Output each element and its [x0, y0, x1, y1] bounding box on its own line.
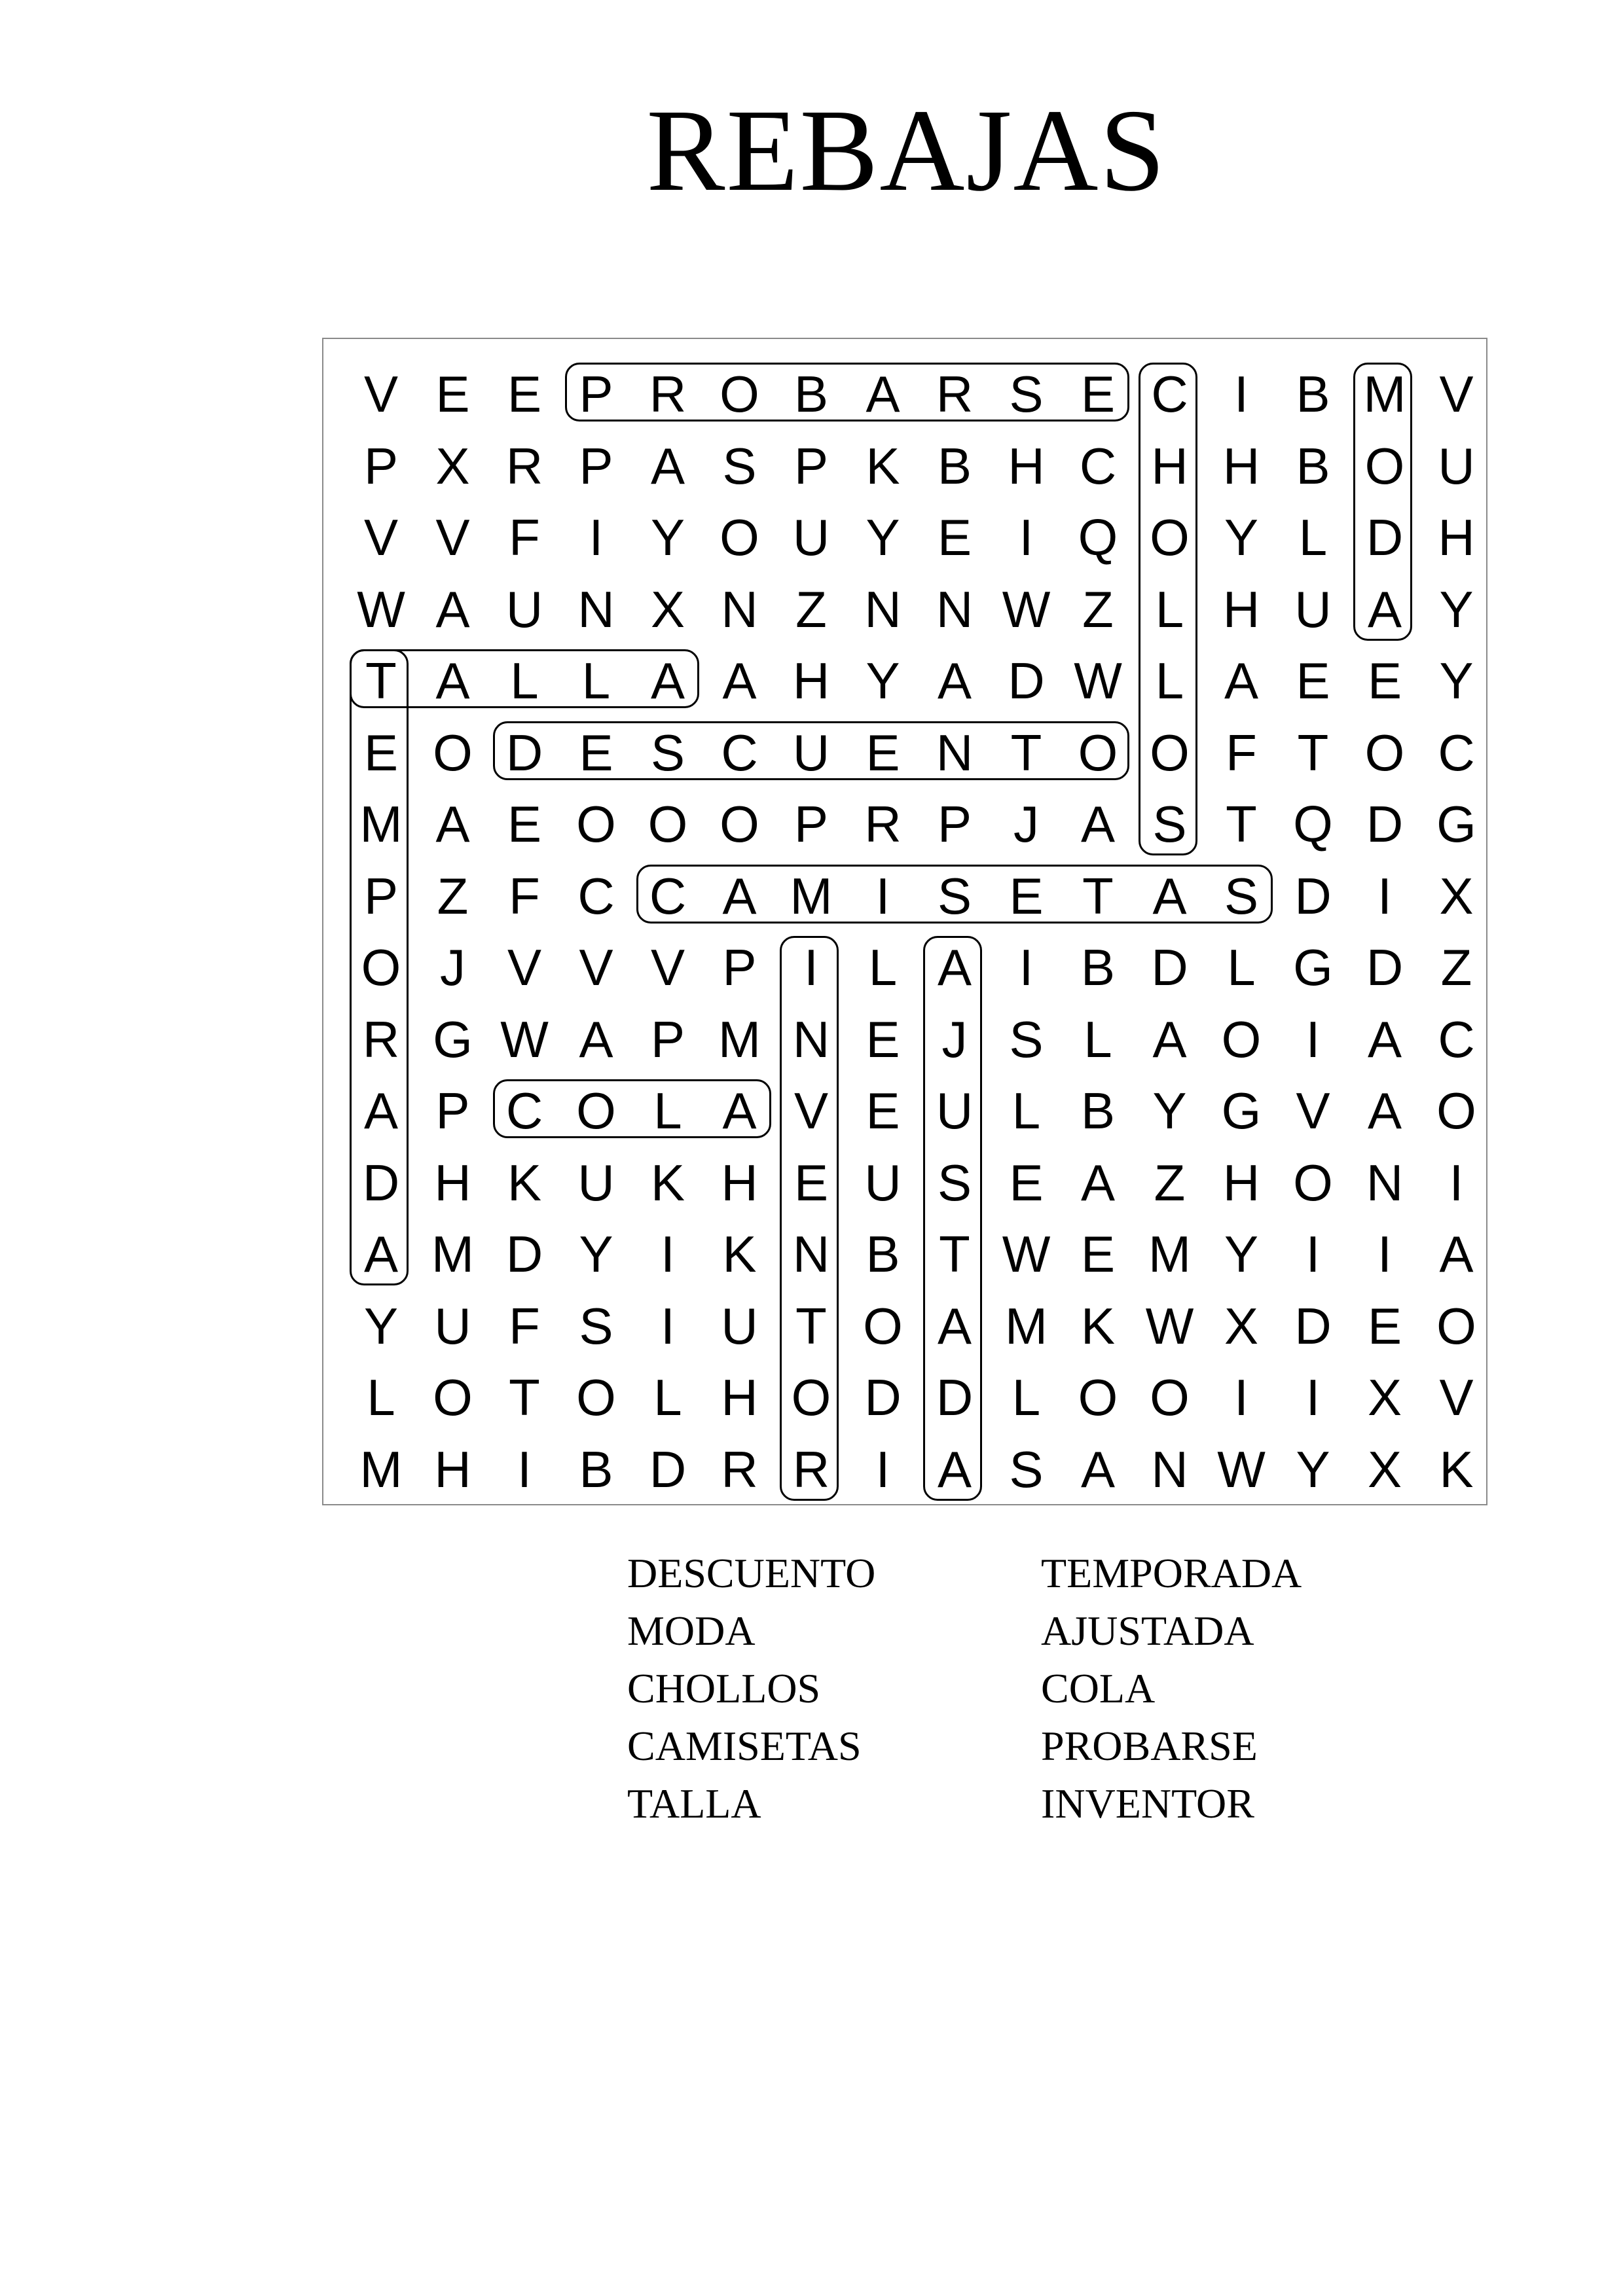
grid-letter: P	[793, 795, 829, 853]
grid-letter: H	[721, 1369, 758, 1426]
grid-letter: N	[864, 580, 902, 638]
grid-letter: G	[1221, 1082, 1262, 1139]
grid-letter: D	[864, 1369, 902, 1426]
grid-letter: F	[509, 509, 540, 566]
grid-letter: X	[1367, 1440, 1402, 1498]
grid-letter: O	[1221, 1010, 1262, 1068]
grid-letter: L	[1012, 1082, 1041, 1139]
grid-letter: V	[1439, 1369, 1474, 1426]
grid-letter: H	[434, 1440, 471, 1498]
grid-letter: U	[792, 509, 830, 566]
grid-letter: P	[363, 867, 399, 925]
grid-letter: O	[1078, 1369, 1118, 1426]
grid-letter: L	[1227, 939, 1256, 996]
grid-letter: D	[1366, 939, 1404, 996]
grid-letter: A	[363, 1082, 399, 1139]
grid-letter: C	[1079, 437, 1117, 495]
grid-letter: R	[792, 1440, 830, 1498]
grid-letter: T	[1226, 795, 1257, 853]
grid-letter: N	[1151, 1440, 1188, 1498]
grid-letter: C	[649, 867, 687, 925]
grid-letter: D	[505, 723, 543, 781]
grid-letter: E	[1009, 1153, 1044, 1211]
grid-letter: O	[1436, 1297, 1476, 1355]
word-search-grid	[322, 338, 1487, 1505]
grid-letter: B	[579, 1440, 613, 1498]
grid-letter: A	[937, 1440, 972, 1498]
grid-letter: T	[509, 1369, 540, 1426]
grid-letter: R	[721, 1440, 758, 1498]
grid-letter: K	[1080, 1297, 1116, 1355]
grid-letter: O	[720, 509, 759, 566]
grid-letter: S	[1224, 867, 1259, 925]
grid-letter: O	[576, 795, 616, 853]
grid-letter: X	[1367, 1369, 1402, 1426]
grid-letter: Q	[1078, 509, 1118, 566]
grid-letter: L	[653, 1082, 682, 1139]
grid-letter: H	[1222, 1153, 1260, 1211]
grid-letter: C	[1151, 365, 1188, 423]
grid-letter: P	[363, 437, 399, 495]
grid-letter: Q	[1293, 795, 1333, 853]
grid-letter: L	[367, 1369, 395, 1426]
grid-letter: T	[795, 1297, 827, 1355]
grid-letter: I	[1377, 1225, 1392, 1283]
grid-letter: E	[507, 795, 542, 853]
grid-letter: E	[866, 723, 900, 781]
grid-letter: D	[1151, 939, 1188, 996]
grid-letter: E	[1296, 652, 1330, 709]
grid-letter: A	[1080, 795, 1116, 853]
grid-letter: R	[936, 365, 974, 423]
grid-letter: R	[505, 437, 543, 495]
grid-letter: A	[1439, 1225, 1474, 1283]
grid-letter: A	[722, 1082, 757, 1139]
grid-letter: A	[1152, 1010, 1187, 1068]
grid-letter: A	[1080, 1440, 1116, 1498]
grid-letter: O	[720, 795, 759, 853]
grid-letter: L	[868, 939, 898, 996]
grid-letter: O	[1150, 509, 1190, 566]
grid-letter: M	[359, 1440, 403, 1498]
word-list-item: TEMPORADA	[1041, 1550, 1302, 1596]
grid-letter: U	[577, 1153, 615, 1211]
grid-letter: V	[363, 365, 399, 423]
grid-letter: B	[1296, 365, 1330, 423]
grid-letter: R	[864, 795, 902, 853]
grid-letter: S	[937, 1153, 972, 1211]
grid-letter: I	[1305, 1369, 1321, 1426]
grid-letter: Y	[1439, 652, 1474, 709]
grid-letter: O	[1150, 1369, 1190, 1426]
grid-letter: T	[939, 1225, 970, 1283]
grid-letter: E	[1367, 1297, 1402, 1355]
word-list-item: AJUSTADA	[1041, 1607, 1254, 1654]
grid-letter: P	[937, 795, 972, 853]
grid-letter: I	[1305, 1225, 1321, 1283]
word-list-item: DESCUENTO	[627, 1550, 876, 1596]
grid-letter: Z	[1440, 939, 1472, 996]
grid-letter: L	[581, 652, 611, 709]
grid-letter: B	[793, 365, 829, 423]
grid-letter: O	[433, 723, 473, 781]
grid-letter: A	[866, 365, 900, 423]
grid-letter: S	[1152, 795, 1187, 853]
grid-letter: O	[1364, 723, 1405, 781]
grid-letter: E	[363, 723, 399, 781]
grid-letter: X	[1224, 1297, 1259, 1355]
grid-letter: V	[793, 1082, 829, 1139]
grid-letter: C	[1438, 1010, 1475, 1068]
grid-letter: K	[650, 1153, 685, 1211]
grid-letter: H	[1222, 437, 1260, 495]
grid-letter: A	[650, 652, 685, 709]
grid-letter: A	[1367, 1082, 1402, 1139]
grid-letter: A	[435, 652, 470, 709]
grid-letter: Y	[1152, 1082, 1187, 1139]
grid-letter: E	[1367, 652, 1402, 709]
grid-letter: W	[1002, 1225, 1051, 1283]
grid-letter: R	[362, 1010, 400, 1068]
grid-letter: I	[1377, 867, 1392, 925]
word-list-left-column	[627, 1545, 875, 1833]
grid-letter: E	[866, 1010, 900, 1068]
grid-letter: C	[721, 723, 758, 781]
grid-letter: U	[505, 580, 543, 638]
grid-letter: X	[650, 580, 685, 638]
grid-letter: U	[721, 1297, 758, 1355]
grid-letter: I	[1234, 365, 1249, 423]
grid-letter: B	[1080, 939, 1116, 996]
word-list-item: COLA	[1041, 1665, 1156, 1712]
grid-letter: U	[1438, 437, 1475, 495]
grid-letter: B	[1080, 1082, 1116, 1139]
grid-letter: O	[647, 795, 688, 853]
grid-letter: N	[792, 1010, 830, 1068]
grid-letter: E	[1009, 867, 1044, 925]
grid-letter: A	[650, 437, 685, 495]
grid-letter: P	[579, 365, 613, 423]
word-list-item: MODA	[627, 1607, 756, 1654]
grid-letter: R	[649, 365, 687, 423]
grid-letter: O	[1293, 1153, 1333, 1211]
grid-letter: M	[718, 1010, 761, 1068]
grid-letter: I	[1019, 939, 1034, 996]
grid-letter: I	[1449, 1153, 1464, 1211]
grid-letter: Z	[795, 580, 827, 638]
grid-letter: P	[722, 939, 757, 996]
grid-letter: L	[510, 652, 539, 709]
grid-letter: I	[875, 867, 890, 925]
grid-letter: Z	[1082, 580, 1114, 638]
grid-letter: H	[1008, 437, 1045, 495]
grid-letter: G	[433, 1010, 473, 1068]
grid-letter: I	[1019, 509, 1034, 566]
grid-letter: E	[1080, 1225, 1116, 1283]
grid-letter: A	[1367, 1010, 1402, 1068]
grid-letter: Y	[1224, 1225, 1259, 1283]
grid-letter: E	[866, 1082, 900, 1139]
grid-letter: A	[1152, 867, 1187, 925]
grid-letter: D	[362, 1153, 400, 1211]
grid-letter: V	[507, 939, 542, 996]
grid-letter: M	[431, 1225, 474, 1283]
grid-letter: A	[363, 1225, 399, 1283]
grid-letter: U	[792, 723, 830, 781]
grid-letter: S	[1009, 1440, 1044, 1498]
grid-letter: Y	[866, 509, 900, 566]
grid-letter: M	[790, 867, 833, 925]
grid-letter: V	[579, 939, 613, 996]
grid-letter: D	[936, 1369, 974, 1426]
grid-letter: O	[1436, 1082, 1476, 1139]
grid-letter: O	[433, 1369, 473, 1426]
grid-letter: E	[793, 1153, 829, 1211]
grid-letter: K	[1439, 1440, 1474, 1498]
grid-letter: A	[579, 1010, 613, 1068]
grid-letter: I	[804, 939, 818, 996]
grid-letter: Y	[1296, 1440, 1330, 1498]
grid-letter: V	[650, 939, 685, 996]
grid-letter: H	[1222, 580, 1260, 638]
grid-letter: A	[722, 867, 757, 925]
grid-letter: U	[864, 1153, 902, 1211]
grid-letter: Y	[363, 1297, 399, 1355]
grid-letter: D	[1366, 795, 1404, 853]
grid-letter: M	[1363, 365, 1406, 423]
grid-letter: Z	[437, 867, 469, 925]
grid-letter: Y	[866, 652, 900, 709]
word-list-item: TALLA	[627, 1780, 761, 1827]
grid-letter: J	[1013, 795, 1039, 853]
grid-letter: A	[435, 580, 470, 638]
grid-letter: E	[1080, 365, 1116, 423]
grid-letter: E	[435, 365, 470, 423]
grid-letter: M	[1148, 1225, 1191, 1283]
grid-letter: K	[722, 1225, 757, 1283]
grid-letter: Y	[650, 509, 685, 566]
grid-letter: N	[721, 580, 758, 638]
grid-letter: C	[577, 867, 615, 925]
grid-letter: D	[1008, 652, 1045, 709]
grid-letter: U	[434, 1297, 471, 1355]
grid-letter: I	[1305, 1010, 1321, 1068]
grid-letter: A	[937, 1297, 972, 1355]
grid-letter: E	[937, 509, 972, 566]
grid-letter: J	[440, 939, 465, 996]
letter-grid	[323, 339, 1486, 1504]
grid-letter: D	[1294, 867, 1332, 925]
grid-letter: V	[435, 509, 470, 566]
grid-letter: I	[589, 509, 604, 566]
grid-letter: E	[579, 723, 613, 781]
grid-letter: X	[1439, 867, 1474, 925]
grid-letter: O	[1078, 723, 1118, 781]
grid-letter: H	[1438, 509, 1475, 566]
grid-letter: O	[576, 1082, 616, 1139]
grid-letter: L	[1298, 509, 1328, 566]
grid-letter: O	[720, 365, 759, 423]
grid-letter: P	[579, 437, 613, 495]
grid-letter: A	[722, 652, 757, 709]
grid-letter: P	[793, 437, 829, 495]
grid-letter: G	[1436, 795, 1476, 853]
grid-letter: C	[505, 1082, 543, 1139]
grid-letter: W	[500, 1010, 549, 1068]
grid-letter: S	[650, 723, 685, 781]
grid-letter: G	[1293, 939, 1333, 996]
grid-letter: O	[1150, 723, 1190, 781]
grid-letter: M	[1005, 1297, 1048, 1355]
page-title: REBAJAS	[646, 85, 1167, 215]
grid-letter: I	[517, 1440, 532, 1498]
grid-letter: A	[1080, 1153, 1116, 1211]
grid-letter: J	[941, 1010, 968, 1068]
grid-letter: S	[722, 437, 757, 495]
grid-letter: M	[359, 795, 403, 853]
grid-letter: S	[1009, 1010, 1044, 1068]
grid-letter: I	[875, 1440, 890, 1498]
grid-letter: U	[1294, 580, 1332, 638]
grid-letter: T	[365, 652, 397, 709]
grid-letter: V	[1439, 365, 1474, 423]
word-list	[627, 1545, 1413, 1833]
grid-letter: D	[1366, 509, 1404, 566]
word-list-item: PROBARSE	[1041, 1723, 1258, 1769]
grid-letter: O	[791, 1369, 831, 1426]
grid-letter: L	[1155, 652, 1184, 709]
grid-letter: I	[661, 1297, 675, 1355]
grid-letter: W	[1002, 580, 1051, 638]
grid-letter: W	[357, 580, 405, 638]
word-list-right-column	[1041, 1545, 1302, 1833]
grid-letter: H	[434, 1153, 471, 1211]
grid-letter: B	[937, 437, 972, 495]
grid-letter: O	[361, 939, 401, 996]
grid-letter: S	[937, 867, 972, 925]
grid-letter: F	[1226, 723, 1257, 781]
grid-letter: T	[1010, 723, 1042, 781]
grid-letter: V	[363, 509, 399, 566]
grid-letter: L	[1012, 1369, 1041, 1426]
grid-letter: Y	[1224, 509, 1259, 566]
grid-letter: L	[1084, 1010, 1112, 1068]
grid-letter: D	[1294, 1297, 1332, 1355]
grid-letter: U	[936, 1082, 974, 1139]
grid-letter: B	[866, 1225, 900, 1283]
grid-letter: S	[579, 1297, 613, 1355]
grid-letter: B	[1296, 437, 1330, 495]
grid-letter: L	[1155, 580, 1184, 638]
grid-letter: E	[507, 365, 542, 423]
grid-letter: N	[577, 580, 615, 638]
grid-letter: A	[937, 939, 972, 996]
grid-letter: F	[509, 1297, 540, 1355]
grid-letter: S	[1009, 365, 1044, 423]
grid-letter: O	[576, 1369, 616, 1426]
grid-letter: K	[866, 437, 900, 495]
grid-letter: A	[1224, 652, 1259, 709]
word-list-item: INVENTOR	[1041, 1780, 1254, 1827]
grid-letter: H	[1151, 437, 1188, 495]
grid-letter: Y	[579, 1225, 613, 1283]
grid-letter: D	[505, 1225, 543, 1283]
grid-letter: W	[1217, 1440, 1266, 1498]
grid-letter: O	[1364, 437, 1405, 495]
grid-letter: H	[792, 652, 830, 709]
grid-letter: V	[1296, 1082, 1330, 1139]
grid-letter: N	[936, 723, 974, 781]
grid-letter: A	[435, 795, 470, 853]
grid-letter: T	[1082, 867, 1114, 925]
grid-letter: C	[1438, 723, 1475, 781]
grid-letter: T	[1297, 723, 1329, 781]
grid-letter: H	[721, 1153, 758, 1211]
grid-letter: W	[1074, 652, 1122, 709]
grid-letter: F	[509, 867, 540, 925]
grid-letter: A	[937, 652, 972, 709]
grid-letter: A	[1367, 580, 1402, 638]
grid-letter: P	[650, 1010, 685, 1068]
word-list-item: CAMISETAS	[627, 1723, 862, 1769]
grid-letter: I	[1234, 1369, 1249, 1426]
grid-letter: N	[1366, 1153, 1404, 1211]
grid-letter: Y	[1439, 580, 1474, 638]
grid-letter: N	[936, 580, 974, 638]
grid-letter: I	[661, 1225, 675, 1283]
grid-letter: N	[792, 1225, 830, 1283]
grid-letter: D	[649, 1440, 687, 1498]
grid-letter: K	[507, 1153, 542, 1211]
grid-letter: W	[1145, 1297, 1194, 1355]
grid-letter: P	[435, 1082, 470, 1139]
grid-letter: X	[435, 437, 470, 495]
grid-letter: Z	[1154, 1153, 1186, 1211]
word-list-item: CHOLLOS	[627, 1665, 821, 1712]
grid-letter: O	[863, 1297, 903, 1355]
grid-letter: L	[653, 1369, 682, 1426]
